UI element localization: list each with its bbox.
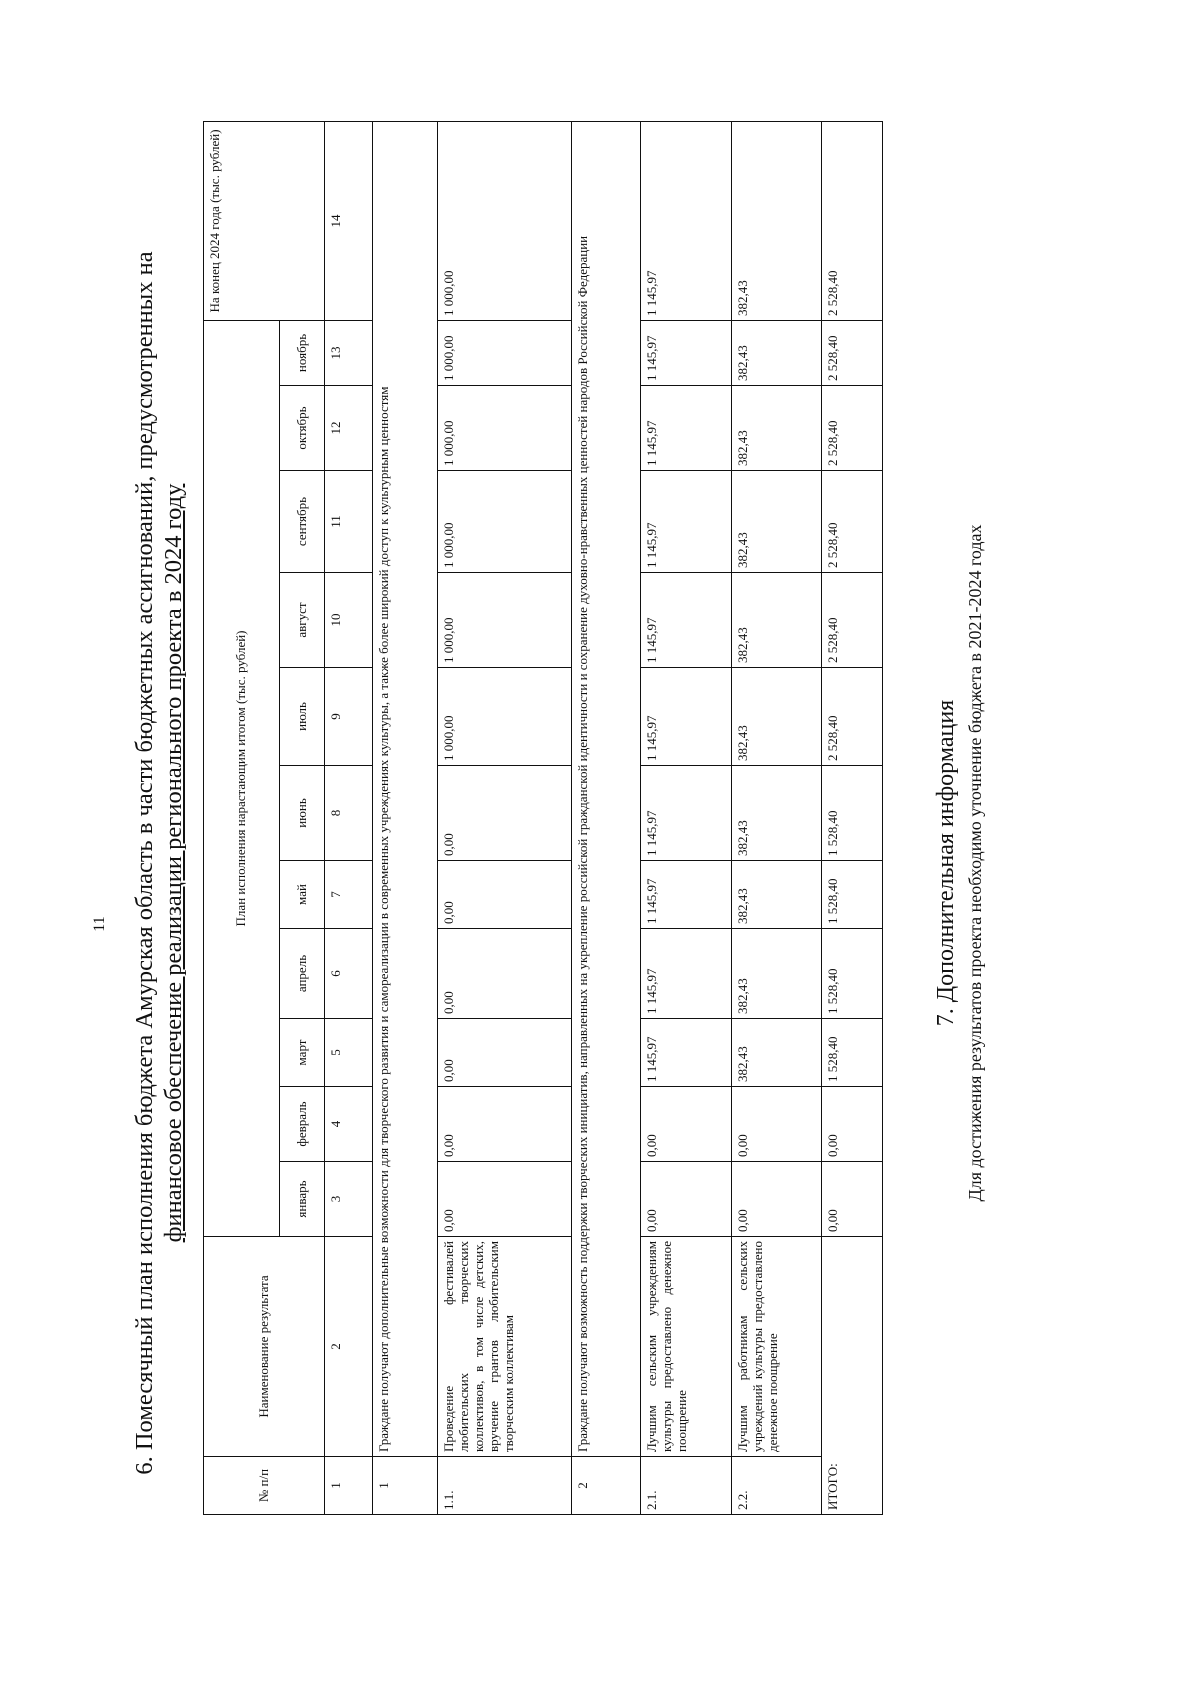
value-cell: 382,43: [731, 573, 822, 668]
index-cell: 11: [325, 471, 373, 573]
total-value-cell: 0,00: [822, 1087, 883, 1162]
value-cell: 382,43: [731, 471, 822, 573]
value-cell: 1 145,97: [640, 320, 731, 385]
header-month-9: сентябрь: [279, 471, 324, 573]
header-month-1: январь: [279, 1162, 324, 1237]
group-row: [571, 121, 640, 1514]
index-cell: 14: [325, 121, 373, 320]
budget-plan-table: [203, 121, 883, 1515]
group-num: 2: [571, 1457, 640, 1515]
index-row: [325, 121, 373, 1514]
index-cell: 7: [325, 861, 373, 929]
group-text: Граждане получают дополнительные возможности для творческого развития и самореализации в современных учреждениях культуры, а также более широкий доступ к культурным ценностям: [372, 121, 437, 1456]
total-value-cell: 2 528,40: [822, 121, 883, 320]
total-value-cell: 1 528,40: [822, 1019, 883, 1087]
value-cell: 1 145,97: [640, 929, 731, 1019]
table-body: [204, 121, 883, 1514]
index-cell: 2: [325, 1237, 373, 1457]
header-month-2: февраль: [279, 1087, 324, 1162]
index-cell: 10: [325, 573, 373, 668]
header-month-10: октябрь: [279, 386, 324, 471]
index-cell: 4: [325, 1087, 373, 1162]
total-value-cell: 2 528,40: [822, 573, 883, 668]
index-cell: 9: [325, 668, 373, 766]
value-cell: 1 145,97: [640, 573, 731, 668]
row-num: 1.1.: [437, 1457, 571, 1515]
header-month-3: март: [279, 1019, 324, 1087]
value-cell: 0,00: [437, 1162, 571, 1237]
value-cell: 1 000,00: [437, 320, 571, 385]
value-cell: 1 000,00: [437, 386, 571, 471]
value-cell: 382,43: [731, 929, 822, 1019]
row-num: 2.2.: [731, 1457, 822, 1515]
section6-title: [130, 223, 188, 1503]
section6-title-line1: 6. Помесячный план исполнения бюджета Амурская область в части бюджетных ассигнований, предусмотренных на: [131, 251, 158, 1475]
row-num: 2.1.: [640, 1457, 731, 1515]
header-month-6: июнь: [279, 766, 324, 861]
total-value-cell: 2 528,40: [822, 386, 883, 471]
header-num: № п/п: [204, 1457, 325, 1515]
value-cell: 1 145,97: [640, 766, 731, 861]
value-cell: 0,00: [640, 1087, 731, 1162]
total-value-cell: 0,00: [822, 1162, 883, 1237]
index-cell: 3: [325, 1162, 373, 1237]
value-cell: 382,43: [731, 861, 822, 929]
header-plan: План исполнения нарастающим итогом (тыс. рублей): [204, 320, 280, 1236]
value-cell: 0,00: [437, 861, 571, 929]
value-cell: 0,00: [640, 1162, 731, 1237]
header-total: На конец 2024 года (тыс. рублей): [204, 121, 325, 320]
section6-title-line2: финансовое обеспечение реализации регионального проекта в 2024 году: [160, 483, 187, 1243]
header-month-7: июль: [279, 668, 324, 766]
header-month-8: август: [279, 573, 324, 668]
value-cell: 382,43: [731, 386, 822, 471]
value-cell: 1 145,97: [640, 386, 731, 471]
table-row: [731, 121, 822, 1514]
row-name: Проведение фестивалей любительских творческих коллективов, в том числе детских, вручение грантов любительским творческим коллективам: [437, 1237, 571, 1457]
index-cell: 6: [325, 929, 373, 1019]
header-name: Наименование результата: [204, 1237, 325, 1457]
value-cell: 382,43: [731, 668, 822, 766]
value-cell: 382,43: [731, 1019, 822, 1087]
index-cell: 13: [325, 320, 373, 385]
value-cell: 1 000,00: [437, 573, 571, 668]
total-value-cell: 1 528,40: [822, 929, 883, 1019]
value-cell: 1 145,97: [640, 121, 731, 320]
total-label: ИТОГО:: [822, 1237, 883, 1515]
header-month-5: май: [279, 861, 324, 929]
section7-title: 7. Дополнительная информация: [933, 699, 959, 1027]
value-cell: 1 000,00: [437, 121, 571, 320]
total-value-cell: 2 528,40: [822, 320, 883, 385]
header-month-4: апрель: [279, 929, 324, 1019]
total-value-cell: 1 528,40: [822, 861, 883, 929]
row-name: Лучшим сельским учреждениям культуры предоставлено денежное поощрение: [640, 1237, 731, 1457]
index-cell: 1: [325, 1457, 373, 1515]
group-num: 1: [372, 1457, 437, 1515]
value-cell: 1 145,97: [640, 668, 731, 766]
index-cell: 5: [325, 1019, 373, 1087]
value-cell: 0,00: [437, 929, 571, 1019]
total-value-cell: 1 528,40: [822, 766, 883, 861]
value-cell: 1 000,00: [437, 668, 571, 766]
value-cell: 0,00: [731, 1162, 822, 1237]
value-cell: 382,43: [731, 320, 822, 385]
group-text: Граждане получают возможность поддержки творческих инициатив, направленных на укрепление российской гражданской идентичности и сохранение духовно-нравственных ценностей народов Российской Федерации: [571, 121, 640, 1456]
value-cell: 1 145,97: [640, 861, 731, 929]
row-name: Лучшим работникам сельских учреждений культуры предоставлено денежное поощрение: [731, 1237, 822, 1457]
index-cell: 8: [325, 766, 373, 861]
header-row: [204, 121, 280, 1514]
section7-subtitle: Для достижения результатов проекта необходимо уточнение бюджета в 2021-2024 годах: [965, 524, 985, 1202]
page-number: 11: [91, 916, 108, 932]
total-value-cell: 2 528,40: [822, 471, 883, 573]
value-cell: 1 145,97: [640, 1019, 731, 1087]
value-cell: 382,43: [731, 121, 822, 320]
value-cell: 0,00: [731, 1087, 822, 1162]
index-cell: 12: [325, 386, 373, 471]
value-cell: 1 000,00: [437, 471, 571, 573]
table-row: [640, 121, 731, 1514]
group-row: [372, 121, 437, 1514]
table-row: [437, 121, 571, 1514]
header-month-11: ноябрь: [279, 320, 324, 385]
value-cell: 0,00: [437, 1019, 571, 1087]
total-value-cell: 2 528,40: [822, 668, 883, 766]
total-row: [822, 121, 883, 1514]
value-cell: 0,00: [437, 1087, 571, 1162]
value-cell: 1 145,97: [640, 471, 731, 573]
value-cell: 382,43: [731, 766, 822, 861]
value-cell: 0,00: [437, 766, 571, 861]
